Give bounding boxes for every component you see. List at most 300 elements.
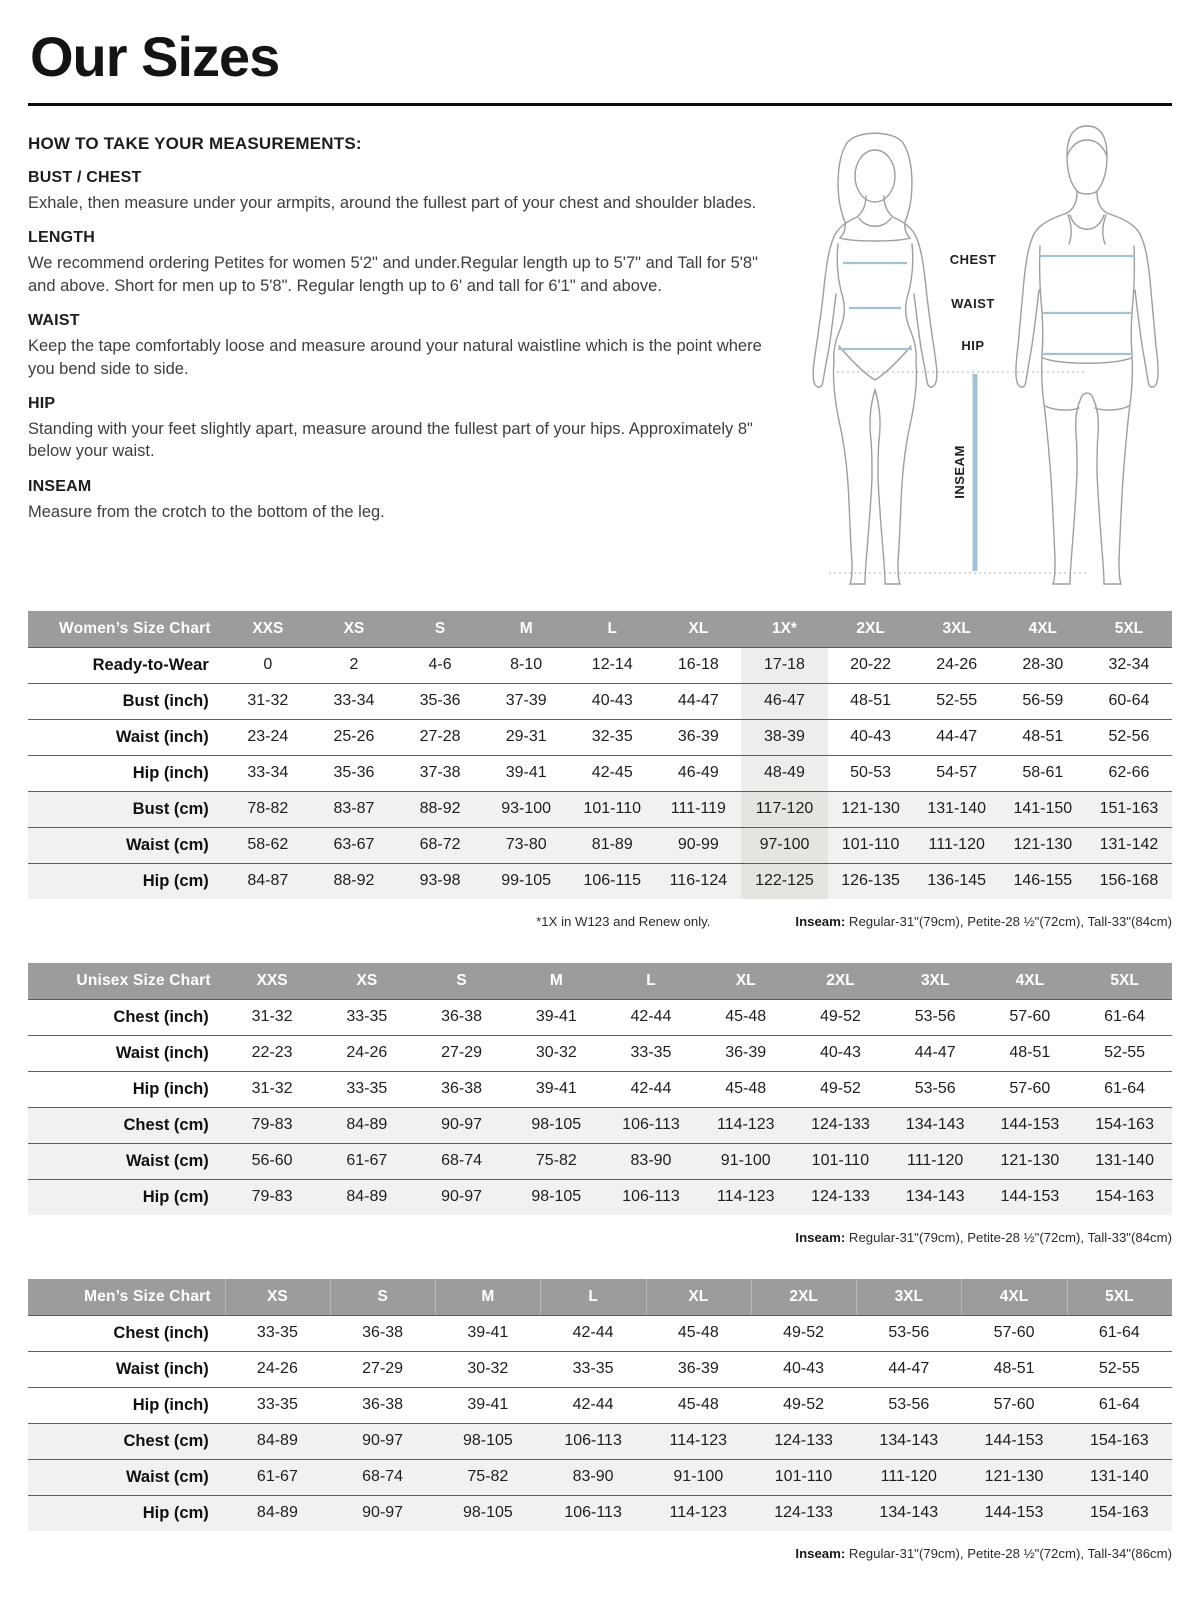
row-label: Hip (cm)	[28, 863, 225, 899]
size-cell: 42-44	[604, 999, 699, 1035]
table-row	[28, 863, 1172, 899]
instruction-section	[28, 229, 787, 297]
size-cell: 36-39	[698, 1035, 793, 1071]
size-cell: 36-38	[330, 1387, 435, 1423]
size-cell: 53-56	[856, 1387, 961, 1423]
size-cell: 90-99	[655, 827, 741, 863]
row-label: Waist (inch)	[28, 1035, 225, 1071]
column-header: 3XL	[856, 1279, 961, 1316]
size-cell: 53-56	[888, 1071, 983, 1107]
size-cell: 58-61	[1000, 755, 1086, 791]
size-cell: 111-120	[914, 827, 1000, 863]
instruction-title: HIP	[28, 394, 56, 412]
size-cell: 68-72	[397, 827, 483, 863]
footnote-inseam-note	[795, 1546, 1172, 1561]
size-cell: 61-67	[225, 1459, 330, 1495]
size-cell: 84-87	[225, 863, 311, 899]
row-label: Chest (inch)	[28, 999, 225, 1035]
size-cell: 61-64	[1067, 1315, 1172, 1351]
table-row	[28, 1351, 1172, 1387]
female-right-leg	[878, 362, 917, 584]
size-cell: 54-57	[914, 755, 1000, 791]
table-row	[28, 719, 1172, 755]
size-cell: 93-98	[397, 863, 483, 899]
size-cell: 12-14	[569, 647, 655, 683]
row-label: Waist (cm)	[28, 1459, 225, 1495]
size-cell: 57-60	[983, 999, 1078, 1035]
size-cell: 39-41	[435, 1387, 540, 1423]
size-cell: 52-55	[1077, 1035, 1172, 1071]
size-cell: 23-24	[225, 719, 311, 755]
size-cell: 106-113	[540, 1423, 645, 1459]
size-cell: 0	[225, 647, 311, 683]
size-cell: 33-34	[311, 683, 397, 719]
size-cell: 17-18	[741, 647, 827, 683]
instruction-body: Measure from the crotch to the bottom of the leg.	[28, 502, 385, 521]
size-cell: 93-100	[483, 791, 569, 827]
table-title: Women’s Size Chart	[28, 611, 225, 648]
size-cell: 46-49	[655, 755, 741, 791]
size-cell: 88-92	[397, 791, 483, 827]
column-header: XS	[319, 963, 414, 1000]
size-cell: 24-26	[225, 1351, 330, 1387]
column-header: XXS	[225, 611, 311, 648]
size-cell: 31-32	[225, 1071, 320, 1107]
size-cell: 48-51	[961, 1351, 1066, 1387]
size-cell: 131-140	[1077, 1143, 1172, 1179]
size-cell: 98-105	[435, 1423, 540, 1459]
footnote-inseam-label: Inseam:	[795, 913, 846, 929]
size-cell: 111-119	[655, 791, 741, 827]
instruction-section	[28, 395, 787, 463]
female-brief-line	[839, 346, 911, 380]
size-tables	[28, 611, 1172, 1561]
size-cell: 30-32	[509, 1035, 604, 1071]
size-cell: 61-67	[319, 1143, 414, 1179]
size-cell: 22-23	[225, 1035, 320, 1071]
column-header: XL	[655, 611, 741, 648]
instruction-title: BUST / CHEST	[28, 168, 142, 186]
table-row	[28, 999, 1172, 1035]
female-left-leg	[833, 362, 872, 584]
size-cell: 144-153	[961, 1495, 1066, 1531]
instructions-heading: HOW TO TAKE YOUR MEASUREMENTS:	[28, 133, 362, 153]
size-cell: 111-120	[888, 1143, 983, 1179]
size-cell: 98-105	[435, 1495, 540, 1531]
size-cell: 33-35	[319, 999, 414, 1035]
size-cell: 46-47	[741, 683, 827, 719]
size-cell: 36-39	[655, 719, 741, 755]
table-header-row	[28, 1279, 1172, 1316]
size-cell: 44-47	[856, 1351, 961, 1387]
column-header: 5XL	[1077, 963, 1172, 1000]
table-row	[28, 1459, 1172, 1495]
size-cell: 90-97	[330, 1423, 435, 1459]
size-cell: 57-60	[983, 1071, 1078, 1107]
size-cell: 20-22	[828, 647, 914, 683]
size-cell: 101-110	[569, 791, 655, 827]
male-left-leg	[1042, 354, 1077, 584]
size-cell: 114-123	[698, 1179, 793, 1215]
measurement-diagram	[787, 122, 1172, 592]
table-row	[28, 647, 1172, 683]
waist-label: WAIST	[951, 295, 995, 311]
table-row	[28, 1143, 1172, 1179]
footnote-inseam-note	[795, 1230, 1172, 1245]
size-table-block	[28, 1279, 1172, 1561]
instruction-body: We recommend ordering Petites for women 5'2" and under.Regular length up to 5'7" and Tall for 5'8" and above. Short for men up to 5'8". Regular length up to 6' and tall for 6'1" and above.	[28, 254, 758, 295]
top-section	[28, 130, 1172, 597]
measurement-instructions	[28, 130, 787, 524]
size-cell: 131-140	[914, 791, 1000, 827]
size-cell: 39-41	[509, 1071, 604, 1107]
size-cell: 124-133	[793, 1179, 888, 1215]
instruction-section	[28, 478, 787, 523]
column-header: 3XL	[888, 963, 983, 1000]
size-cell: 121-130	[961, 1459, 1066, 1495]
column-header: 4XL	[1000, 611, 1086, 648]
size-cell: 39-41	[435, 1315, 540, 1351]
size-cell: 90-97	[414, 1179, 509, 1215]
row-label: Hip (cm)	[28, 1495, 225, 1531]
female-right-arm	[893, 217, 937, 387]
size-cell: 31-32	[225, 999, 320, 1035]
size-cell: 121-130	[983, 1143, 1078, 1179]
size-cell: 42-45	[569, 755, 655, 791]
size-cell: 36-38	[330, 1315, 435, 1351]
size-cell: 117-120	[741, 791, 827, 827]
size-cell: 144-153	[983, 1107, 1078, 1143]
row-label: Chest (cm)	[28, 1423, 225, 1459]
table-row	[28, 1495, 1172, 1531]
column-header: 2XL	[751, 1279, 856, 1316]
size-cell: 31-32	[225, 683, 311, 719]
size-cell: 48-51	[828, 683, 914, 719]
size-cell: 27-28	[397, 719, 483, 755]
size-cell: 121-130	[1000, 827, 1086, 863]
size-cell: 49-52	[751, 1315, 856, 1351]
hip-label: HIP	[961, 337, 985, 353]
size-cell: 83-87	[311, 791, 397, 827]
table-row	[28, 683, 1172, 719]
size-cell: 154-163	[1067, 1423, 1172, 1459]
instruction-body: Standing with your feet slightly apart, measure around the fullest part of your hips. Approximately 8" below your waist.	[28, 419, 753, 461]
size-cell: 97-100	[741, 827, 827, 863]
instruction-title: WAIST	[28, 312, 80, 330]
size-cell: 106-113	[604, 1179, 699, 1215]
size-cell: 91-100	[698, 1143, 793, 1179]
table-title: Unisex Size Chart	[28, 963, 225, 1000]
size-cell: 134-143	[888, 1179, 983, 1215]
size-cell: 40-43	[828, 719, 914, 755]
size-cell: 57-60	[961, 1315, 1066, 1351]
size-cell: 101-110	[793, 1143, 888, 1179]
page-title: Our Sizes	[30, 25, 280, 88]
column-header: 1X*	[741, 611, 827, 648]
column-header: M	[483, 611, 569, 648]
size-cell: 53-56	[856, 1315, 961, 1351]
table-header-row	[28, 611, 1172, 648]
size-cell: 27-29	[330, 1351, 435, 1387]
instruction-sections	[28, 169, 787, 524]
male-neckline	[1070, 215, 1104, 229]
size-cell: 44-47	[655, 683, 741, 719]
footnote-inseam-label: Inseam:	[795, 1229, 846, 1245]
instruction-section	[28, 312, 787, 380]
size-cell: 39-41	[509, 999, 604, 1035]
column-header: S	[330, 1279, 435, 1316]
size-table-block	[28, 611, 1172, 929]
female-figure	[813, 133, 937, 584]
size-cell: 52-55	[1067, 1351, 1172, 1387]
size-cell: 124-133	[751, 1495, 856, 1531]
size-cell: 121-130	[828, 791, 914, 827]
size-cell: 154-163	[1077, 1107, 1172, 1143]
male-right-leg	[1097, 354, 1132, 584]
size-cell: 50-53	[828, 755, 914, 791]
size-table	[28, 1279, 1172, 1531]
footnote-inseam-label: Inseam:	[795, 1545, 846, 1561]
size-cell: 32-35	[569, 719, 655, 755]
size-cell: 154-163	[1067, 1495, 1172, 1531]
row-label: Waist (inch)	[28, 719, 225, 755]
size-cell: 32-34	[1086, 647, 1172, 683]
size-cell: 38-39	[741, 719, 827, 755]
size-cell: 61-64	[1077, 1071, 1172, 1107]
size-cell: 48-49	[741, 755, 827, 791]
size-cell: 63-67	[311, 827, 397, 863]
size-cell: 75-82	[509, 1143, 604, 1179]
size-cell: 29-31	[483, 719, 569, 755]
size-cell: 114-123	[646, 1423, 751, 1459]
size-cell: 101-110	[751, 1459, 856, 1495]
instruction-body: Exhale, then measure under your armpits, around the fullest part of your chest and shoulder blades.	[28, 193, 757, 212]
row-label: Waist (cm)	[28, 827, 225, 863]
row-label: Chest (inch)	[28, 1315, 225, 1351]
size-cell: 45-48	[646, 1387, 751, 1423]
size-cell: 146-155	[1000, 863, 1086, 899]
size-cell: 81-89	[569, 827, 655, 863]
row-label: Waist (cm)	[28, 1143, 225, 1179]
footnote-asterisk-note: *1X in W123 and Renew only.	[536, 913, 711, 929]
column-header: L	[540, 1279, 645, 1316]
size-cell: 2	[311, 647, 397, 683]
size-cell: 78-82	[225, 791, 311, 827]
column-header: XXS	[225, 963, 320, 1000]
size-cell: 84-89	[319, 1107, 414, 1143]
footnote-inseam-note	[795, 914, 1172, 929]
measurement-diagram-wrap	[787, 122, 1172, 597]
size-cell: 24-26	[319, 1035, 414, 1071]
size-cell: 144-153	[961, 1423, 1066, 1459]
size-cell: 61-64	[1077, 999, 1172, 1035]
size-cell: 136-145	[914, 863, 1000, 899]
size-cell: 68-74	[330, 1459, 435, 1495]
table-header-row	[28, 963, 1172, 1000]
footnote-inseam-text: Regular-31"(79cm), Petite-28 ½"(72cm), Tall-33"(84cm)	[845, 1229, 1172, 1245]
table-row	[28, 1071, 1172, 1107]
column-header: XS	[225, 1279, 330, 1316]
size-cell: 98-105	[509, 1107, 604, 1143]
table-footnote	[28, 914, 1172, 929]
size-cell: 49-52	[751, 1387, 856, 1423]
size-table-block	[28, 963, 1172, 1245]
size-cell: 45-48	[698, 999, 793, 1035]
size-cell: 98-105	[509, 1179, 604, 1215]
size-cell: 124-133	[793, 1107, 888, 1143]
size-cell: 30-32	[435, 1351, 540, 1387]
size-cell: 156-168	[1086, 863, 1172, 899]
size-table	[28, 963, 1172, 1215]
size-cell: 36-39	[646, 1351, 751, 1387]
row-label: Chest (cm)	[28, 1107, 225, 1143]
size-cell: 58-62	[225, 827, 311, 863]
size-cell: 40-43	[569, 683, 655, 719]
size-cell: 36-38	[414, 1071, 509, 1107]
column-header: S	[397, 611, 483, 648]
size-cell: 40-43	[793, 1035, 888, 1071]
size-cell: 73-80	[483, 827, 569, 863]
column-header: XL	[698, 963, 793, 1000]
table-footnote	[28, 1546, 1172, 1561]
size-cell: 42-44	[604, 1071, 699, 1107]
size-cell: 99-105	[483, 863, 569, 899]
size-cell: 91-100	[646, 1459, 751, 1495]
size-cell: 84-89	[225, 1423, 330, 1459]
size-cell: 83-90	[540, 1459, 645, 1495]
instruction-section	[28, 169, 787, 214]
row-label: Hip (inch)	[28, 1071, 225, 1107]
column-header: 5XL	[1067, 1279, 1172, 1316]
size-cell: 45-48	[698, 1071, 793, 1107]
column-header: S	[414, 963, 509, 1000]
size-cell: 16-18	[655, 647, 741, 683]
footnote-inseam-text: Regular-31"(79cm), Petite-28 ½"(72cm), Tall-33"(84cm)	[845, 913, 1172, 929]
size-cell: 134-143	[856, 1423, 961, 1459]
column-header: 4XL	[961, 1279, 1066, 1316]
table-title: Men’s Size Chart	[28, 1279, 225, 1316]
size-cell: 88-92	[311, 863, 397, 899]
size-cell: 33-35	[540, 1351, 645, 1387]
size-cell: 68-74	[414, 1143, 509, 1179]
column-header: 2XL	[828, 611, 914, 648]
size-cell: 45-48	[646, 1315, 751, 1351]
table-footnote	[28, 1230, 1172, 1245]
table-row	[28, 1315, 1172, 1351]
table-row	[28, 827, 1172, 863]
size-cell: 52-55	[914, 683, 1000, 719]
size-cell: 62-66	[1086, 755, 1172, 791]
table-row	[28, 1179, 1172, 1215]
size-cell: 56-59	[1000, 683, 1086, 719]
female-neckline	[859, 218, 891, 226]
size-cell: 33-35	[319, 1071, 414, 1107]
size-cell: 53-56	[888, 999, 983, 1035]
instruction-body: Keep the tape comfortably loose and measure around your natural waistline which is the point where you bend side to side.	[28, 337, 762, 378]
size-cell: 4-6	[397, 647, 483, 683]
size-cell: 42-44	[540, 1387, 645, 1423]
size-cell: 126-135	[828, 863, 914, 899]
column-header: M	[435, 1279, 540, 1316]
size-cell: 36-38	[414, 999, 509, 1035]
size-cell: 122-125	[741, 863, 827, 899]
size-cell: 90-97	[414, 1107, 509, 1143]
table-row	[28, 791, 1172, 827]
size-cell: 106-113	[604, 1107, 699, 1143]
size-cell: 154-163	[1077, 1179, 1172, 1215]
size-cell: 90-97	[330, 1495, 435, 1531]
size-table	[28, 611, 1172, 899]
size-cell: 37-39	[483, 683, 569, 719]
size-cell: 49-52	[793, 1071, 888, 1107]
size-cell: 56-60	[225, 1143, 320, 1179]
size-cell: 131-140	[1067, 1459, 1172, 1495]
size-cell: 40-43	[751, 1351, 856, 1387]
size-cell: 35-36	[397, 683, 483, 719]
size-cell: 48-51	[1000, 719, 1086, 755]
size-cell: 114-123	[698, 1107, 793, 1143]
instruction-title: LENGTH	[28, 229, 95, 247]
size-cell: 44-47	[888, 1035, 983, 1071]
table-row	[28, 1035, 1172, 1071]
row-label: Ready-to-Wear	[28, 647, 225, 683]
table-row	[28, 755, 1172, 791]
size-cell: 44-47	[914, 719, 1000, 755]
chest-label: CHEST	[949, 251, 997, 267]
column-header: 3XL	[914, 611, 1000, 648]
column-header: 5XL	[1086, 611, 1172, 648]
row-label: Waist (inch)	[28, 1351, 225, 1387]
size-cell: 134-143	[856, 1495, 961, 1531]
size-cell: 151-163	[1086, 791, 1172, 827]
size-cell: 33-35	[225, 1387, 330, 1423]
size-cell: 42-44	[540, 1315, 645, 1351]
size-cell: 48-51	[983, 1035, 1078, 1071]
table-row	[28, 1387, 1172, 1423]
size-cell: 134-143	[888, 1107, 983, 1143]
size-cell: 84-89	[225, 1495, 330, 1531]
size-cell: 25-26	[311, 719, 397, 755]
size-cell: 114-123	[646, 1495, 751, 1531]
size-cell: 101-110	[828, 827, 914, 863]
instruction-title: INSEAM	[28, 477, 92, 495]
size-cell: 39-41	[483, 755, 569, 791]
column-header: M	[509, 963, 604, 1000]
table-row	[28, 1107, 1172, 1143]
size-cell: 49-52	[793, 999, 888, 1035]
size-cell: 79-83	[225, 1179, 320, 1215]
row-label: Hip (inch)	[28, 755, 225, 791]
male-hair	[1067, 126, 1107, 156]
size-cell: 8-10	[483, 647, 569, 683]
size-cell: 28-30	[1000, 647, 1086, 683]
size-cell: 37-38	[397, 755, 483, 791]
size-cell: 131-142	[1086, 827, 1172, 863]
size-cell: 106-113	[540, 1495, 645, 1531]
size-cell: 33-35	[604, 1035, 699, 1071]
size-cell: 24-26	[914, 647, 1000, 683]
size-cell: 57-60	[961, 1387, 1066, 1423]
size-cell: 124-133	[751, 1423, 856, 1459]
size-cell: 75-82	[435, 1459, 540, 1495]
column-header: 2XL	[793, 963, 888, 1000]
size-cell: 27-29	[414, 1035, 509, 1071]
inseam-label: INSEAM	[952, 445, 967, 499]
row-label: Hip (cm)	[28, 1179, 225, 1215]
size-cell: 111-120	[856, 1459, 961, 1495]
column-header: L	[569, 611, 655, 648]
size-cell: 61-64	[1067, 1387, 1172, 1423]
